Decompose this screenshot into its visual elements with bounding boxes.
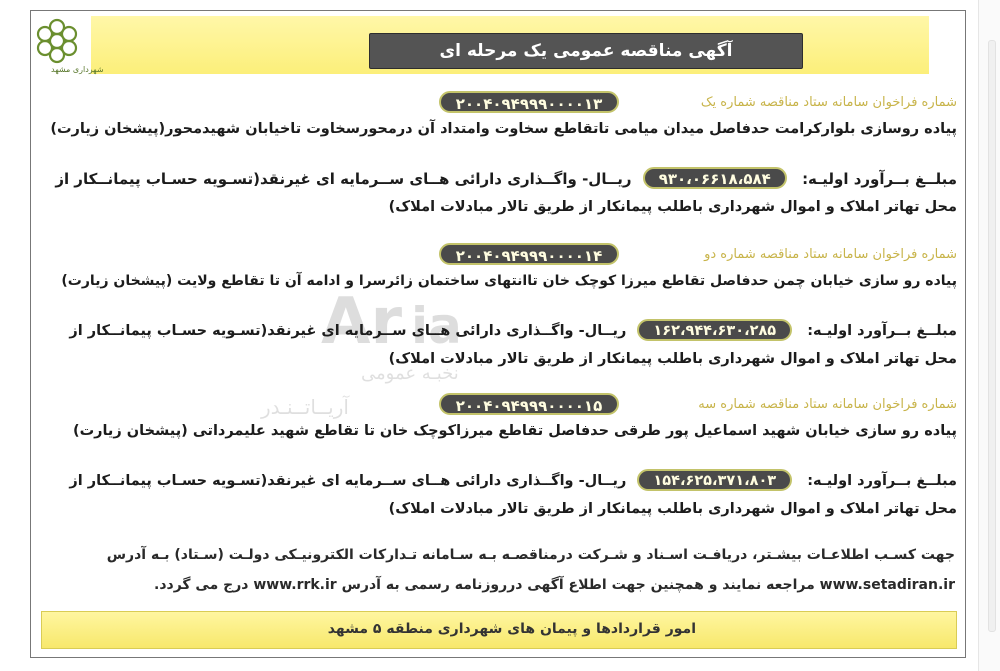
call-label: شماره فراخوان سامانه ستاد مناقصه شماره سه [698,397,957,412]
call-number-badge: ۲۰۰۴۰۹۴۹۹۹۰۰۰۰۱۳ [439,91,619,113]
estimate-label: مبلــغ بــرآورد اولیـه: [807,323,957,339]
amount-badge: ۱۵۴،۶۲۵،۳۷۱،۸۰۳ [637,469,792,491]
ad-title: آگهی مناقصه عمومی یک مرحله ای [369,33,803,69]
info-line-1: جهت کسـب اطلاعـات بیشـتر، دریافـت اسـناد و شـرکت درمناقصـه بـه سـامانه تـدارکات الکترونیـکی دولـت (سـتاد) بـه آدرس [106,547,955,563]
watermark-text-secondary: نخبـه عمومی [361,363,459,384]
amount-badge: ۹۳۰،۰۶۶۱۸،۵۸۴ [643,167,787,189]
estimate-second-line: محل تهاتر املاک و اموال شهرداری باطلب پیمانکار از طریق تالار مبادلات املاک) [388,501,957,517]
tender-advertisement [30,10,966,658]
side-panel [978,0,1000,671]
tender-subject: پیاده رو سازی خیابان چمن حدفاصل تقاطع میرزا کوچک خان تاانتهای ساختمان زائرسرا و ادامه آن تا تقاطع ولایت (پیشخان زیارت) [61,273,957,289]
estimate-label: مبلــغ بــرآورد اولیـه: [807,473,957,489]
logo-caption: شهرداری مشهد [51,65,104,74]
call-label: شماره فراخوان سامانه ستاد مناقصه شماره یک [700,95,957,110]
info-line-2: www.setadiran.ir مراجعه نمایند و همچنین جهت اطلاع آگهی درروزنامه رسمی به آدرس www.rrk.ir درج می گردد. [154,577,955,593]
watermark-text: آریــاتــنـدر [261,395,349,419]
estimate-label: مبلــغ بــرآورد اولیـه: [802,170,957,188]
tender-subject: پیاده رو سازی خیابان شهید اسماعیل پور طرقی حدفاصل تقاطع میرزاکوچک خان تا تقاطع شهید علیمرداتی (پیشخان زیارت) [72,423,957,439]
svg-text:Ar: Ar [321,285,403,359]
footer-text: امور قراردادها و پیمان های شهرداری منطقه ۵ مشهد [327,621,696,637]
scrollbar[interactable] [988,40,996,632]
tender-subject: پیاده روسازی بلوارکرامت حدفاصل میدان میامی تاتقاطع سخاوت وامتداد آن درمحورسخاوت تاخیابان شهیدمحور(پیشخان زیارت) [50,121,957,137]
amount-badge: ۱۶۲،۹۴۴،۶۳۰،۲۸۵ [637,319,792,341]
estimate-text: ریــال- واگــذاری دارائی هــای ســرمایه ای غیرنقد(تسـویه حسـاب پیمانــکار از [69,323,627,339]
footer-band [41,611,957,649]
svg-text:ia: ia [411,297,462,355]
call-number-badge: ۲۰۰۴۰۹۴۹۹۹۰۰۰۰۱۴ [439,243,619,265]
estimate-second-line: محل تهاتر املاک و اموال شهرداری باطلب پیمانکار از طریق تالار مبادلات املاک) [388,351,957,367]
estimate-line [55,167,957,189]
estimate-second-line: محل تهاتر املاک و اموال شهرداری باطلب پیمانکار از طریق تالار مبادلات املاک) [388,199,957,215]
estimate-text: ریــال- واگــذاری دارائی هــای ســرمایه ای غیرنقد(تسـویه حسـاب پیمانــکار از [55,170,632,188]
estimate-text: ریــال- واگــذاری دارائی هــای ســرمایه ای غیرنقد(تسـویه حسـاب پیمانــکار از [69,473,627,489]
estimate-line [69,319,957,341]
estimate-line [69,469,957,491]
call-number-badge: ۲۰۰۴۰۹۴۹۹۹۰۰۰۰۱۵ [439,393,619,415]
call-label: شماره فراخوان سامانه ستاد مناقصه شماره دو [704,247,957,262]
